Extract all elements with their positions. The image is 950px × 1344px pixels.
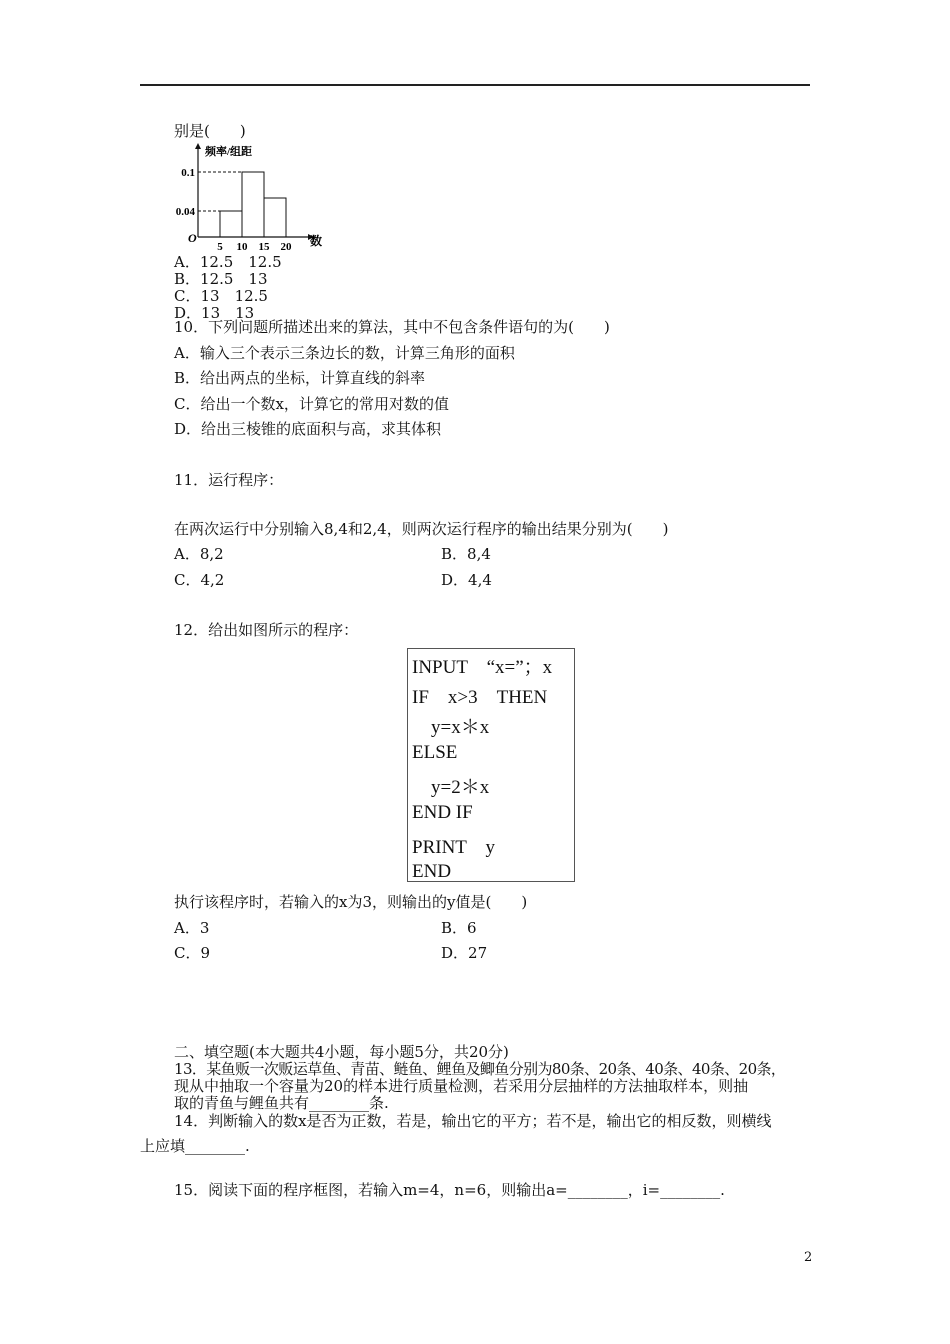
histogram-bar [264, 198, 286, 237]
program-line: PRINT y [412, 837, 496, 858]
program-line: y=2＊x [412, 777, 490, 798]
q14-line1: 14．判断输入的数x是否为正数，若是，输出它的平方；若不是，输出它的相反数，则横线 [174, 1112, 772, 1130]
q12-option-c: C．9 [174, 944, 211, 962]
program-line: ELSE [412, 742, 458, 763]
q9-option-c: C．13 12.5 [174, 287, 268, 305]
page-number: 2 [804, 1250, 813, 1265]
y-tick-label: 0.04 [176, 206, 195, 218]
program-line: END [412, 861, 452, 882]
origin-label: O [188, 231, 197, 245]
y-axis-label: 频率/组距 [205, 146, 253, 158]
q11-line2: 在两次运行中分别输入8,4和2,4，则两次运行程序的输出结果分别为( ) [174, 520, 669, 538]
q12-option-d: D．27 [441, 944, 488, 962]
program-line: INPUT “x=”；x [412, 657, 553, 678]
x-tick-label: 5 [217, 241, 223, 253]
header-rule [140, 84, 810, 86]
program-line: IF x>3 THEN [412, 687, 548, 708]
y-axis-arrow [195, 143, 201, 149]
q9-option-a: A．12.5 12.5 [174, 253, 282, 271]
q11-option-d: D．4,4 [441, 571, 492, 589]
histogram-bar [220, 211, 242, 237]
q12-option-a: A．3 [174, 919, 210, 937]
q10-option-c: C．给出一个数x，计算它的常用对数的值 [174, 395, 449, 413]
q13-line1: 13．某鱼贩一次贩运草鱼、青苗、鲢鱼、鲤鱼及鲫鱼分别为80条、20条、40条、40条、20条， [174, 1060, 786, 1078]
q12-option-b: B．6 [441, 919, 477, 937]
q15-stem: 15．阅读下面的程序框图，若输入m=4，n=6，则输出a=________，i=________. [174, 1181, 725, 1199]
x-axis-label: 数 [310, 234, 323, 248]
program-line: y=x＊x [412, 717, 490, 738]
program-line: END IF [412, 802, 473, 823]
q10-option-d: D．给出三棱锥的底面积与高，求其体积 [174, 420, 442, 438]
q13-line3: 取的青鱼与鲤鱼共有________条. [174, 1094, 389, 1112]
q11-stem: 11．运行程序： [174, 471, 284, 489]
q12-after: 执行该程序时，若输入的x为3，则输出的y值是( ) [174, 893, 528, 911]
y-tick-label: 0.1 [181, 167, 195, 179]
q11-option-c: C．4,2 [174, 571, 225, 589]
frequency-histogram [176, 142, 336, 254]
q10-option-a: A．输入三个表示三条边长的数，计算三角形的面积 [174, 344, 515, 362]
q14-line2: 上应填________. [140, 1137, 250, 1155]
q9-option-b: B．12.5 13 [174, 270, 268, 288]
q10-option-b: B．给出两点的坐标，计算直线的斜率 [174, 369, 426, 387]
x-tick-label: 20 [280, 241, 292, 253]
q10-stem: 10．下列问题所描述出来的算法，其中不包含条件语句的为( ) [174, 318, 610, 336]
x-tick-label: 15 [258, 241, 270, 253]
q9-option-d: D．13 13 [174, 304, 255, 322]
histogram-bar [242, 172, 264, 237]
q12-stem: 12．给出如图所示的程序： [174, 621, 359, 639]
q11-option-a: A．8,2 [174, 545, 224, 563]
q9-stem-tail: 别是( ) [174, 122, 246, 140]
section2-title: 二、填空题(本大题共4小题，每小题5分，共20分) [174, 1043, 509, 1061]
x-tick-label: 10 [236, 241, 248, 253]
program-box [407, 648, 575, 882]
q13-line2: 现从中抽取一个容量为20的样本进行质量检测，若采用分层抽样的方法抽取样本，则抽 [174, 1077, 749, 1095]
q11-option-b: B．8,4 [441, 545, 491, 563]
